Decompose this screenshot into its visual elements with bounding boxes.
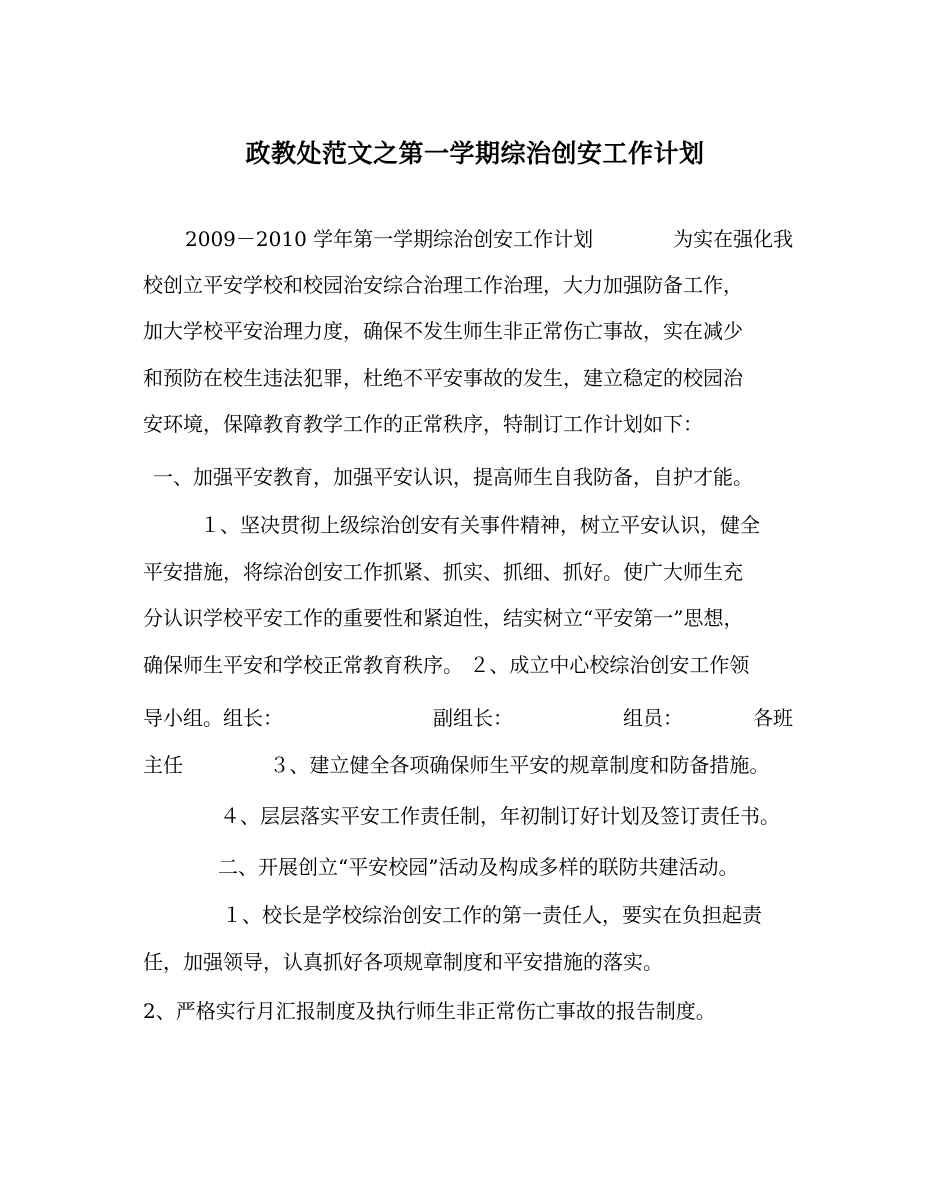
paragraph-line: 安环境，保障教育教学工作的正常秩序，特制订工作计划如下： <box>143 412 703 436</box>
section-heading-1: 一、加强平安教育，加强平安认识，提高师生自我防备，自护才能。 <box>153 465 753 489</box>
section-heading-2: 二、开展创立“平安校园”活动及构成多样的联防共建活动。 <box>218 855 739 879</box>
paragraph-line: ４、层层落实平安工作责任制，年初制订好计划及签订责任书。 <box>220 804 780 828</box>
paragraph-line: １、坚决贯彻上级综治创安有关事件精神，树立平安认识，健全 <box>200 513 760 537</box>
paragraph-line: 和预防在校生违法犯罪，杜绝不平安事故的发生，建立稳定的校园治 <box>143 366 743 390</box>
paragraph-line: 2、严格实行月汇报制度及执行师生非正常伤亡事故的报告制度。 <box>143 999 716 1023</box>
paragraph-line: 导小组。组长： 副组长： 组员： 各班 <box>143 706 793 730</box>
paragraph-line: 分认识学校平安工作的重要性和紧迫性，结实树立“平安第一”思想， <box>143 606 744 630</box>
paragraph-line: １、校长是学校综治创安工作的第一责任人，要实在负担起责 <box>222 903 762 927</box>
paragraph-line: 任，加强领导，认真抓好各项规章制度和平安措施的落实。 <box>143 950 663 974</box>
paragraph-line: 2009－2010 学年第一学期综治创安工作计划 为实在强化我 <box>185 227 794 251</box>
paragraph-line: 确保师生平安和学校正常教育秩序。 ２、成立中心校综治创安工作领 <box>143 653 750 677</box>
paragraph-line: 主任 ３、建立健全各项确保师生平安的规章制度和防备措施。 <box>143 753 770 777</box>
paragraph-line: 校创立平安学校和校园治安综合治理工作治理，大力加强防备工作， <box>143 273 743 297</box>
paragraph-line: 平安措施，将综治创安工作抓紧、抓实、抓细、抓好。使广大师生充 <box>143 560 743 584</box>
document-title: 政教处范文之第一学期综治创安工作计划 <box>245 139 705 168</box>
paragraph-line: 加大学校平安治理力度，确保不发生师生非正常伤亡事故，实在减少 <box>143 319 743 343</box>
